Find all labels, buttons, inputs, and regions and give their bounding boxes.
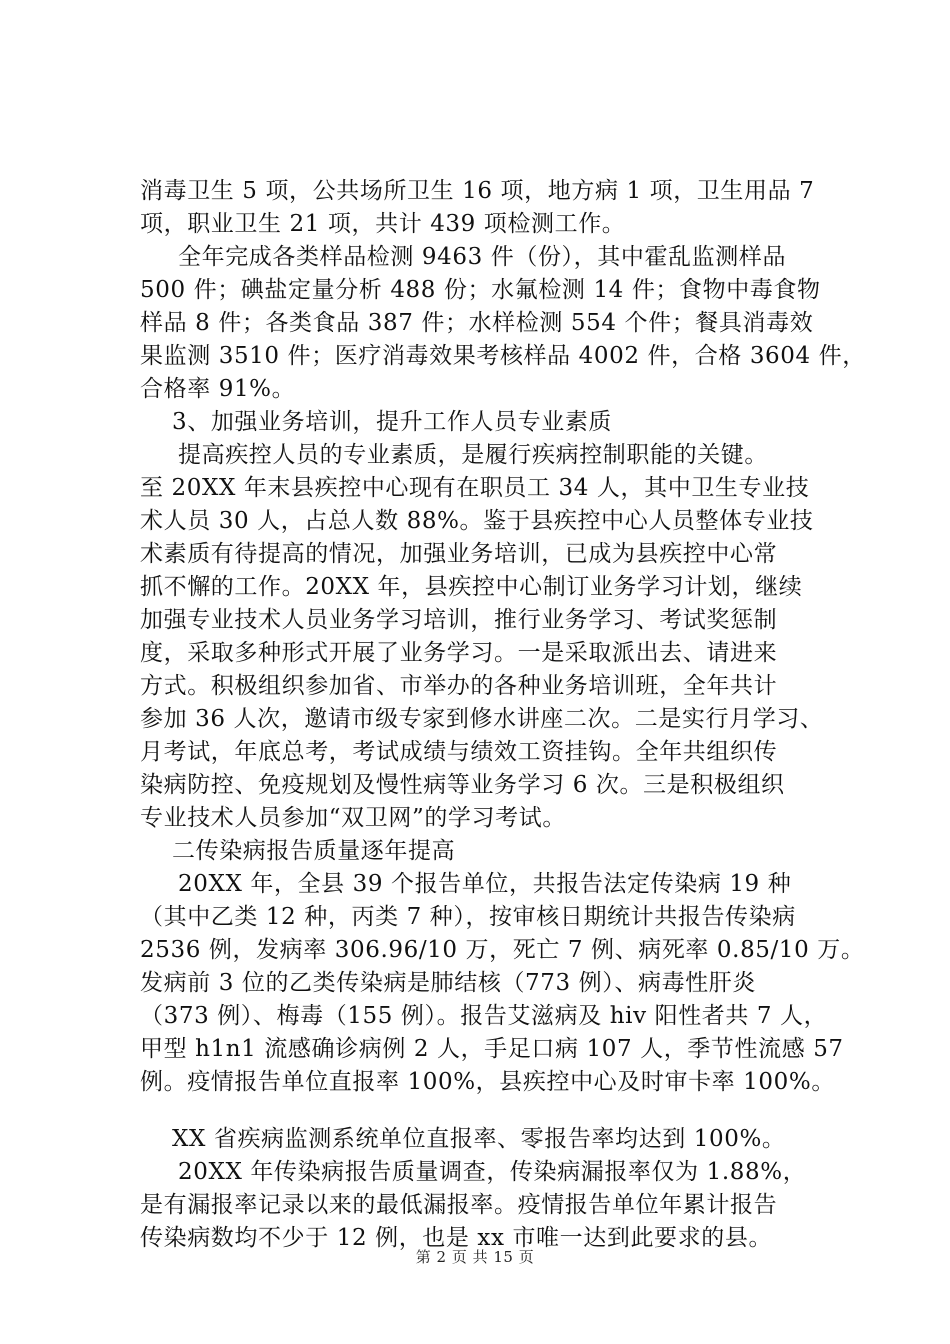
text-line: 500 件；碘盐定量分析 488 份；水氟检测 14 件；食物中毒食物 xyxy=(140,277,821,303)
text-line: 果监测 3510 件；医疗消毒效果考核样品 4002 件，合格 3604 件， xyxy=(140,343,866,369)
document-body xyxy=(140,175,866,1255)
text-line: XX 省疾病监测系统单位直报率、零报告率均达到 100%。 xyxy=(172,1126,786,1152)
text-line: 例。疫情报告单位直报率 100%，县疾控中心及时审卡率 100%。 xyxy=(140,1069,835,1095)
text-line: 甲型 h1n1 流感确诊病例 2 人，手足口病 107 人，季节性流感 57 xyxy=(140,1036,844,1062)
text-line: 项，职业卫生 21 项，共计 439 项检测工作。 xyxy=(140,211,626,237)
text-line: 专业技术人员参加“双卫网”的学习考试。 xyxy=(140,805,566,831)
text-line: 样品 8 件；各类食品 387 件；水样检测 554 个件；餐具消毒效 xyxy=(140,310,814,336)
text-line: 发病前 3 位的乙类传染病是肺结核（773 例）、病毒性肝炎 xyxy=(140,970,756,996)
text-line: 20XX 年，全县 39 个报告单位，共报告法定传染病 19 种 xyxy=(178,871,792,897)
page-number-label: 第 2 页 共 15 页 xyxy=(415,1248,535,1266)
text-line: 参加 36 人次，邀请市级专家到修水讲座二次。二是实行月学习、 xyxy=(140,706,824,732)
paragraph-report-quality-survey xyxy=(140,1156,852,1255)
text-line: 是有漏报率记录以来的最低漏报率。疫情报告单位年累计报告 xyxy=(140,1192,778,1218)
text-line: 染病防控、免疫规划及慢性病等业务学习 6 次。三是积极组织 xyxy=(140,772,785,798)
text-line: 消毒卫生 5 项，公共场所卫生 16 项，地方病 1 项，卫生用品 7 xyxy=(140,178,815,204)
text-line: 全年完成各类样品检测 9463 件（份），其中霍乱监测样品 xyxy=(178,244,787,270)
text-line: （其中乙类 12 种，丙类 7 种），按审核日期统计共报告传染病 xyxy=(140,904,796,930)
text-line: 方式。积极组织参加省、市举办的各种业务培训班，全年共计 xyxy=(140,673,778,699)
paragraph-sample-testing xyxy=(140,241,866,406)
text-line: 术人员 30 人，占总人数 88%。鉴于县疾控中心人员整体专业技 xyxy=(140,508,814,534)
paragraph-infectious-disease-stats xyxy=(140,868,865,1099)
page-footer xyxy=(0,1246,950,1267)
text-line: 传染病数均不少于 12 例，也是 xx 市唯一达到此要求的县。 xyxy=(140,1225,773,1251)
text-line: 20XX 年传染病报告质量调查，传染病漏报率仅为 1.88%， xyxy=(178,1159,807,1185)
paragraph-disinfection-items xyxy=(140,175,852,241)
text-line: 提高疾控人员的专业素质，是履行疾病控制职能的关键。 xyxy=(178,442,768,468)
text-line: 2536 例，发病率 306.96/10 万，死亡 7 例、病死率 0.85/10 万。 xyxy=(140,937,865,963)
section-heading-infectious-report xyxy=(140,835,852,868)
text-line: 术素质有待提高的情况，加强业务培训，已成为县疾控中心常 xyxy=(140,541,778,567)
text-line: 月考试，年底总考，考试成绩与绩效工资挂钩。全年共组织传 xyxy=(140,739,778,765)
section-heading: 3、加强业务培训，提升工作人员专业素质 xyxy=(172,409,613,435)
text-line: 合格率 91%。 xyxy=(140,376,296,402)
paragraph-staff-training xyxy=(140,439,852,835)
text-line: 度，采取多种形式开展了业务学习。一是采取派出去、请进来 xyxy=(140,640,778,666)
text-line: 加强专业技术人员业务学习培训，推行业务学习、考试奖惩制 xyxy=(140,607,778,633)
section-heading-training xyxy=(140,406,852,439)
text-line: （373 例）、梅毒（155 例）。报告艾滋病及 hiv 阳性者共 7 人， xyxy=(140,1003,828,1029)
text-line: 抓不懈的工作。20XX 年，县疾控中心制订业务学习计划，继续 xyxy=(140,574,803,600)
paragraph-gap xyxy=(140,1099,852,1123)
text-line: 至 20XX 年末县疾控中心现有在职员工 34 人，其中卫生专业技 xyxy=(140,475,810,501)
section-heading: 二传染病报告质量逐年提高 xyxy=(172,838,456,864)
paragraph-province-reporting-rate xyxy=(140,1123,852,1156)
